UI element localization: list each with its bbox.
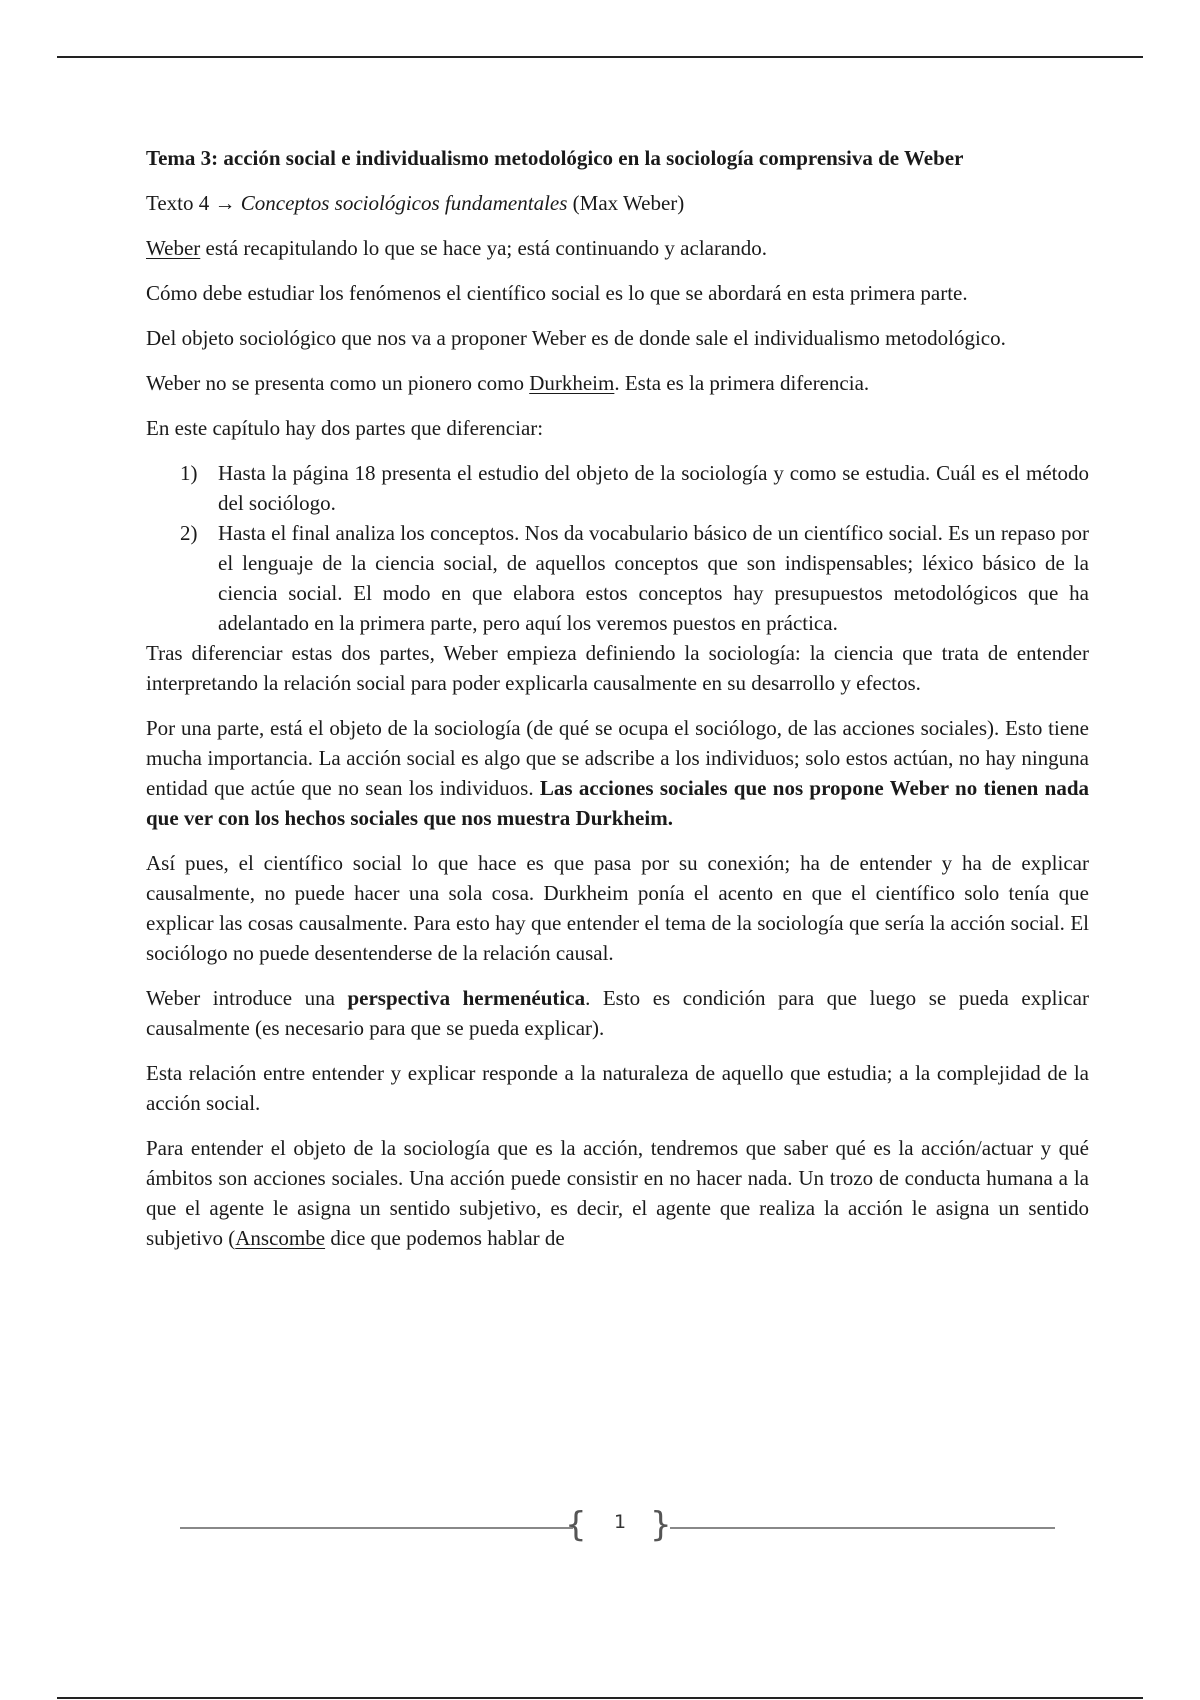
footer-line-right xyxy=(670,1527,1055,1529)
paragraph-3: Del objeto sociológico que nos va a proponer Weber es de donde sale el individualismo metodológico. xyxy=(146,326,1006,350)
paragraph-8: Así pues, el científico social lo que hace es que pasa por su conexión; ha de entender y ha de explicar causalmente, no puede hacer una sola cosa. Durkheim ponía el acento en que el científico solo tenía que explicar las cosas causalmente. Para esto hay que entender el tema de la sociología que sería la acción social. El sociólogo no puede desentenderse de la relación causal. xyxy=(146,851,1089,965)
paragraph-1: Weber está recapitulando lo que se hace ya; está continuando y aclarando. xyxy=(146,236,768,260)
paragraph-6: Tras diferenciar estas dos partes, Weber empieza definiendo la sociología: la ciencia que trata de entender interpretando la relación social para poder explicarla causalmente en su desarrollo y efectos. xyxy=(146,641,1089,695)
document-body xyxy=(146,143,1089,1268)
paragraph-7: Por una parte, está el objeto de la sociología (de qué se ocupa el sociólogo, de las acciones sociales). Esto tiene mucha importancia. La acción social es algo que se adscribe a los individuos; solo estos actúan, no hay ninguna entidad que actúe que no sean los individuos. Las acciones sociales que nos propone Weber no tienen nada que ver con los hechos sociales que nos muestra Durkheim. xyxy=(146,716,1090,830)
left-brace-icon: { xyxy=(565,1505,587,1545)
paragraph-9: Weber introduce una perspectiva hermenéutica. Esto es condición para que luego se pueda explicar causalmente (es necesario para que se pueda explicar). xyxy=(146,986,1089,1040)
text-ref-prefix: Texto 4 → xyxy=(146,191,241,215)
list-item-text: Hasta la página 18 presenta el estudio del objeto de la sociología y como se estudia. Cuál es el método del sociólogo. xyxy=(218,461,1089,515)
bold-statement: Las acciones sociales que nos propone Weber no tienen nada que ver con los hechos sociales que nos muestra Durkheim. xyxy=(146,776,1090,830)
paragraph-2: Cómo debe estudiar los fenómenos el científico social es lo que se abordará en esta primera parte. xyxy=(146,281,968,305)
text-ref-work: Conceptos sociológicos fundamentales xyxy=(240,191,568,215)
underlined-name-weber: Weber xyxy=(146,236,201,260)
paragraph-11: Para entender el objeto de la sociología que es la acción, tendremos que saber qué es la acción/actuar y qué ámbitos son acciones sociales. Una acción puede consistir en no hacer nada. Un trozo de conducta humana a la que el agente le asigna un sentido subjetivo, es decir, el agente que realiza la acción le asigna un sentido subjetivo (Anscombe dice que podemos hablar de xyxy=(146,1136,1089,1250)
list-number: 2) xyxy=(180,521,198,545)
page-number: 1 xyxy=(613,1511,627,1533)
underlined-name-anscombe: Anscombe xyxy=(235,1226,326,1250)
underlined-name-durkheim: Durkheim xyxy=(529,371,615,395)
list-number: 1) xyxy=(180,461,198,485)
bold-term: perspectiva hermenéutica xyxy=(347,986,586,1010)
list-item xyxy=(146,458,1089,518)
numbered-list xyxy=(146,458,1089,638)
text-reference xyxy=(146,188,1089,218)
paragraph-5: En este capítulo hay dos partes que diferenciar: xyxy=(146,416,544,440)
text-ref-author: (Max Weber) xyxy=(567,191,685,215)
footer-line-left xyxy=(180,1527,573,1529)
right-brace-icon: } xyxy=(650,1505,672,1545)
bottom-rule xyxy=(57,1697,1143,1699)
page-title: Tema 3: acción social e individualismo metodológico en la sociología comprensiva de Weber xyxy=(146,146,964,170)
paragraph-10: Esta relación entre entender y explicar responde a la naturaleza de aquello que estudia; a la complejidad de la acción social. xyxy=(146,1061,1089,1115)
list-item xyxy=(146,518,1089,638)
page-footer xyxy=(180,1503,1055,1543)
header-rule xyxy=(57,56,1143,58)
paragraph-4: Weber no se presenta como un pionero como Durkheim. Esta es la primera diferencia. xyxy=(146,371,870,395)
list-item-text: Hasta el final analiza los conceptos. Nos da vocabulario básico de un científico social. Es un repaso por el lenguaje de la ciencia social, de aquellos conceptos que son indispensables; léxico básico de la ciencia social. El modo en que elabora estos conceptos hay presupuestos metodológicos que ha adelantado en la primera parte, pero aquí los veremos puestos en práctica. xyxy=(218,521,1089,635)
